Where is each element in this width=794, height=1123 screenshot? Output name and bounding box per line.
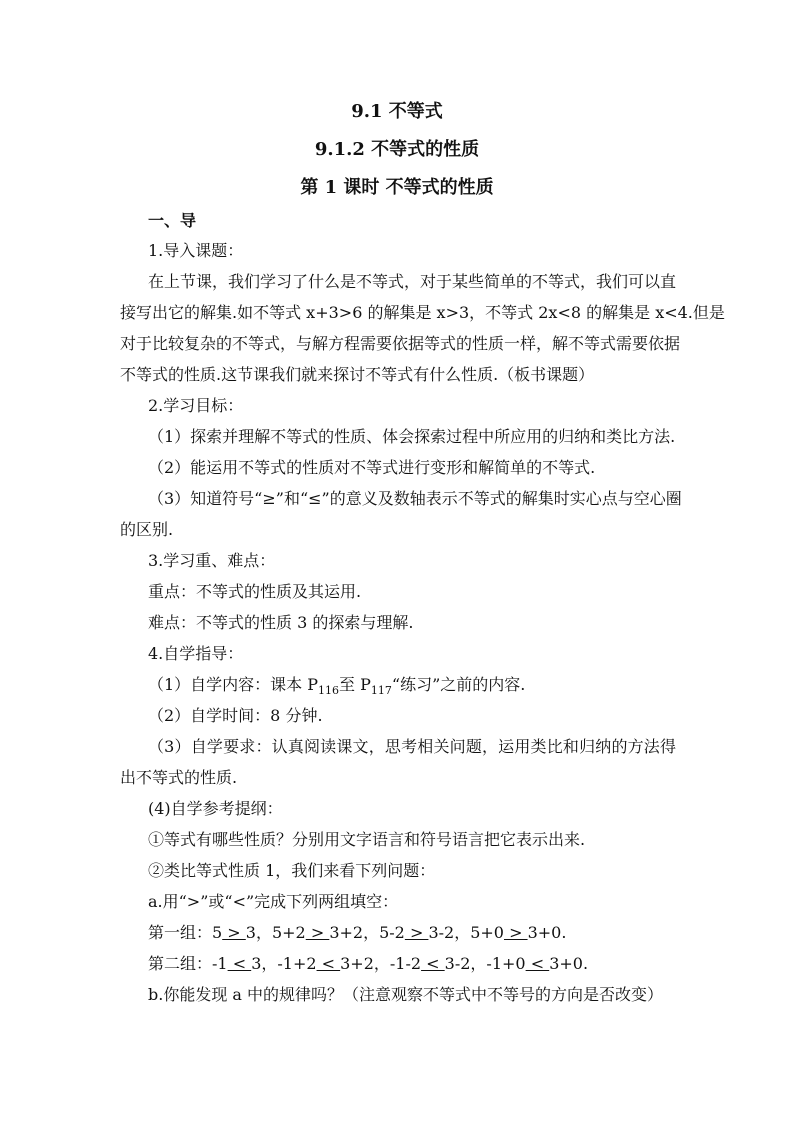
group-1-part-3: 3+2，5-2: [329, 923, 405, 942]
group-2-label: 第二组：: [148, 954, 213, 973]
section-title: 9.1.2 不等式的性质: [314, 139, 480, 160]
goal-item-2: （2）能运用不等式的性质对不等式进行变形和解简单的不等式.: [148, 458, 596, 477]
group-2-part-3: 3+2，-1-2: [340, 954, 422, 973]
guide-content-suffix: “练习”之前的内容.: [391, 675, 526, 694]
part-heading: 一、导: [148, 211, 197, 230]
lesson-title: 第 1 课时 不等式的性质: [300, 177, 494, 198]
outline-heading: (4)自学参考提纲：: [148, 799, 283, 818]
guide-time: （2）自学时间：8 分钟.: [148, 706, 323, 725]
intro-line-3: 对于比较复杂的不等式，与解方程需要依据等式的性质一样，解不等式需要依据: [120, 334, 681, 353]
fill-in-group-1: [148, 922, 566, 944]
group-1-part-4: 3-2，5+0: [428, 923, 504, 942]
guide-content-mid: 至 P: [339, 675, 371, 694]
group-1-answer-3: >: [404, 923, 429, 942]
guide-content-page-start: 116: [318, 684, 340, 698]
group-1-answer-1: >: [222, 923, 246, 942]
intro-line-2: 接写出它的解集.如不等式 x+3>6 的解集是 x>3，不等式 2x<8 的解集是 x<4.但是: [120, 303, 725, 322]
fill-in-group-2: [148, 953, 588, 975]
keypoints-heading: 3.学习重、难点：: [148, 551, 276, 570]
guide-content-page-end: 117: [370, 684, 392, 698]
outline-question-2: ②类比等式性质 1，我们来看下列问题：: [148, 861, 436, 880]
group-2-answer-4: <: [525, 954, 550, 973]
group-2-part-2: 3，-1+2: [251, 954, 317, 973]
goal-item-1: （1）探索并理解不等式的性质、体会探索过程中所应用的归纳和类比方法.: [148, 427, 676, 446]
outline-question-a: a.用“>”或“<”完成下列两组填空：: [148, 892, 399, 911]
group-2-part-4: 3-2，-1+0: [444, 954, 526, 973]
outline-question-1: ①等式有哪些性质？分别用文字语言和符号语言把它表示出来.: [148, 830, 586, 849]
guide-heading: 4.自学指导：: [148, 644, 244, 663]
goal-item-3-line-2: 的区别.: [120, 520, 174, 539]
group-2-part-1: -1: [212, 954, 228, 973]
intro-heading: 1.导入课题：: [148, 241, 244, 260]
intro-line-4: 不等式的性质.这节课我们就来探讨不等式有什么性质.（板书课题）: [120, 365, 595, 384]
group-2-answer-3: <: [421, 954, 445, 973]
key-point: 重点：不等式的性质及其运用.: [148, 582, 362, 601]
group-2-part-5: 3+0.: [549, 954, 589, 973]
intro-line-1: 在上节课，我们学习了什么是不等式，对于某些简单的不等式，我们可以直: [148, 272, 677, 291]
group-1-part-5: 3+0.: [527, 923, 567, 942]
group-2-answer-2: <: [316, 954, 341, 973]
group-1-part-2: 3，5+2: [245, 923, 306, 942]
goals-heading: 2.学习目标：: [148, 396, 244, 415]
group-1-label: 第一组：: [148, 923, 213, 942]
goal-item-3-line-1: （3）知道符号“≥”和“≤”的意义及数轴表示不等式的解集时实心点与空心圈: [148, 489, 682, 508]
difficult-point: 难点：不等式的性质 3 的探索与理解.: [148, 613, 414, 632]
guide-content-prefix: （1）自学内容：课本 P: [148, 675, 319, 694]
group-1-part-1: 5: [212, 923, 223, 942]
group-1-answer-2: >: [305, 923, 330, 942]
guide-content: [148, 674, 525, 696]
chapter-title: 9.1 不等式: [351, 101, 443, 122]
outline-question-b: b.你能发现 a 中的规律吗？（注意观察不等式中不等号的方向是否改变）: [148, 985, 664, 1004]
guide-requirement-line-2: 出不等式的性质.: [120, 768, 238, 787]
guide-requirement-line-1: （3）自学要求：认真阅读课文，思考相关问题，运用类比和归纳的方法得: [148, 737, 676, 756]
group-1-answer-4: >: [503, 923, 528, 942]
group-2-answer-1: <: [227, 954, 252, 973]
